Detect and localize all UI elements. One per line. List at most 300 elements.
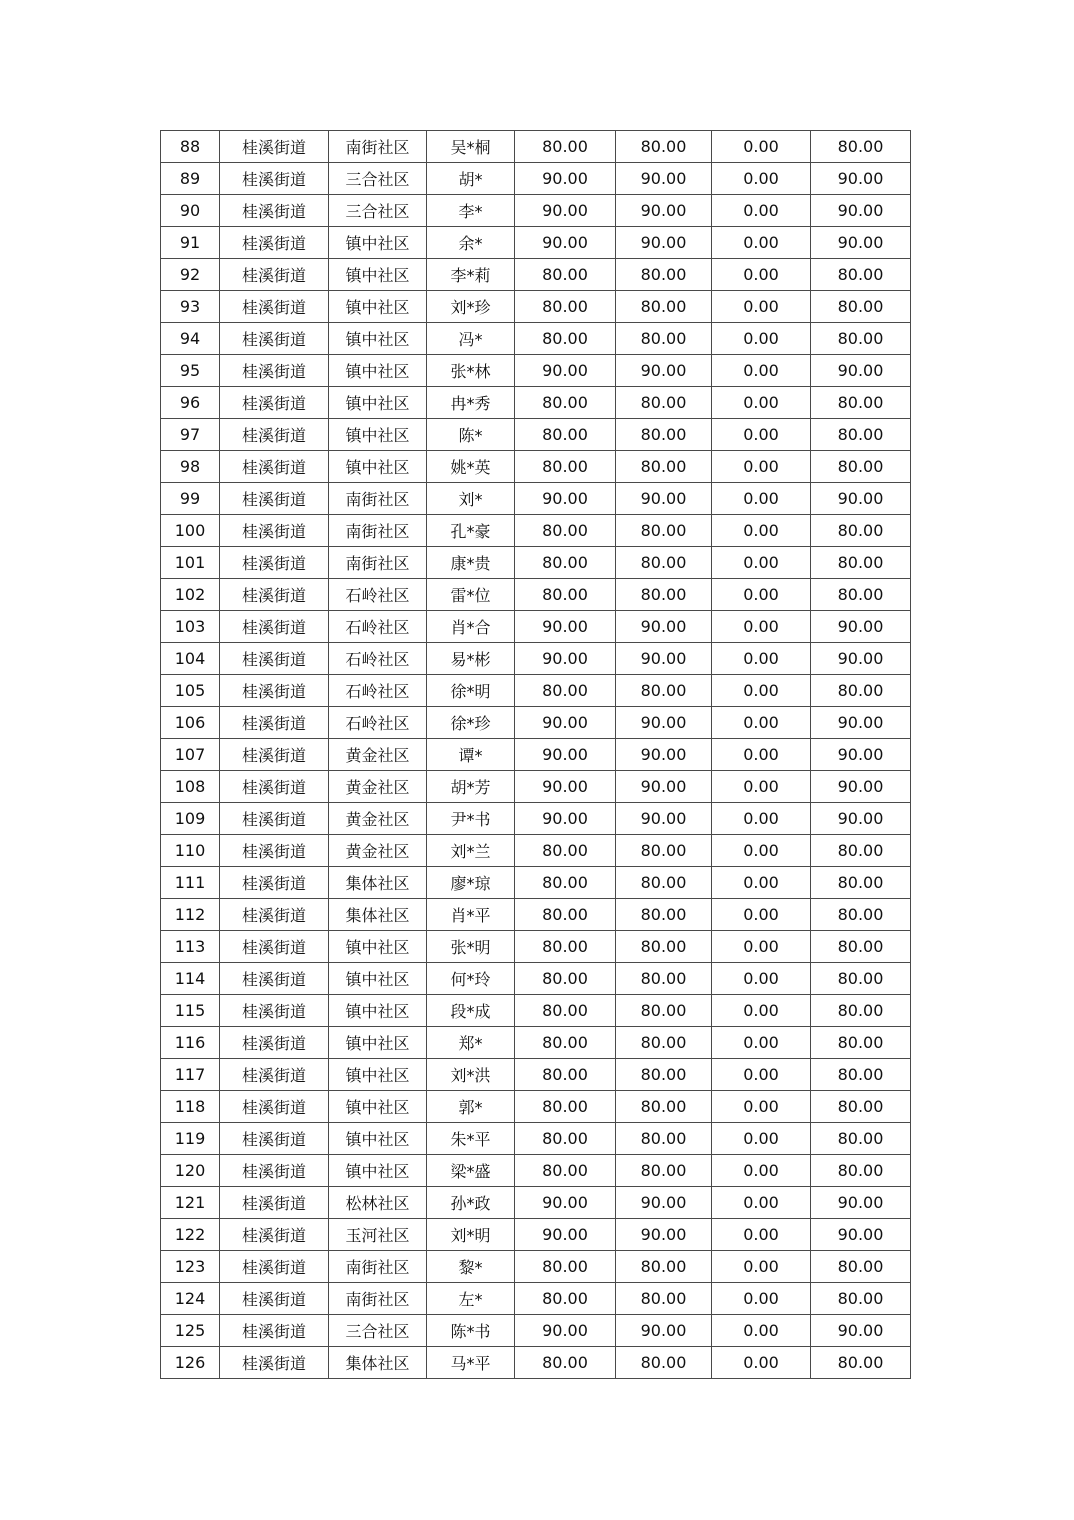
- community-cell: 镇中社区: [329, 291, 427, 323]
- community-cell: 南街社区: [329, 1283, 427, 1315]
- amount-cell: 80.00: [616, 419, 712, 451]
- row-number-cell: 91: [161, 227, 220, 259]
- table-row: [161, 963, 911, 995]
- street-cell: 桂溪街道: [220, 259, 329, 291]
- amount-cell: 80.00: [811, 131, 911, 163]
- amount-cell: 80.00: [515, 1027, 616, 1059]
- table-row: [161, 419, 911, 451]
- amount-cell: 80.00: [616, 579, 712, 611]
- community-cell: 集体社区: [329, 867, 427, 899]
- community-cell: 石岭社区: [329, 675, 427, 707]
- amount-cell: 80.00: [515, 259, 616, 291]
- row-number-cell: 121: [161, 1187, 220, 1219]
- community-cell: 镇中社区: [329, 995, 427, 1027]
- amount-cell: 0.00: [712, 867, 811, 899]
- amount-cell: 80.00: [811, 451, 911, 483]
- amount-cell: 80.00: [616, 867, 712, 899]
- table-row: [161, 1091, 911, 1123]
- row-number-cell: 107: [161, 739, 220, 771]
- amount-cell: 80.00: [616, 1091, 712, 1123]
- table-row: [161, 1187, 911, 1219]
- community-cell: 集体社区: [329, 1347, 427, 1379]
- amount-cell: 90.00: [616, 771, 712, 803]
- amount-cell: 0.00: [712, 1091, 811, 1123]
- amount-cell: 80.00: [811, 1155, 911, 1187]
- amount-cell: 80.00: [616, 515, 712, 547]
- amount-cell: 80.00: [515, 931, 616, 963]
- street-cell: 桂溪街道: [220, 1251, 329, 1283]
- row-number-cell: 89: [161, 163, 220, 195]
- street-cell: 桂溪街道: [220, 1283, 329, 1315]
- street-cell: 桂溪街道: [220, 483, 329, 515]
- street-cell: 桂溪街道: [220, 1091, 329, 1123]
- name-cell: 梁*盛: [427, 1155, 515, 1187]
- amount-cell: 90.00: [811, 1219, 911, 1251]
- row-number-cell: 98: [161, 451, 220, 483]
- row-number-cell: 117: [161, 1059, 220, 1091]
- amount-cell: 0.00: [712, 515, 811, 547]
- name-cell: 刘*明: [427, 1219, 515, 1251]
- name-cell: 孙*政: [427, 1187, 515, 1219]
- community-cell: 镇中社区: [329, 1155, 427, 1187]
- community-cell: 镇中社区: [329, 227, 427, 259]
- street-cell: 桂溪街道: [220, 419, 329, 451]
- community-cell: 南街社区: [329, 1251, 427, 1283]
- community-cell: 黄金社区: [329, 739, 427, 771]
- amount-cell: 90.00: [515, 1219, 616, 1251]
- amount-cell: 0.00: [712, 1219, 811, 1251]
- amount-cell: 80.00: [811, 1347, 911, 1379]
- amount-cell: 0.00: [712, 419, 811, 451]
- community-cell: 玉河社区: [329, 1219, 427, 1251]
- row-number-cell: 88: [161, 131, 220, 163]
- amount-cell: 80.00: [515, 867, 616, 899]
- street-cell: 桂溪街道: [220, 771, 329, 803]
- amount-cell: 0.00: [712, 1347, 811, 1379]
- table-row: [161, 1219, 911, 1251]
- amount-cell: 80.00: [515, 131, 616, 163]
- street-cell: 桂溪街道: [220, 611, 329, 643]
- row-number-cell: 92: [161, 259, 220, 291]
- amount-cell: 90.00: [811, 355, 911, 387]
- name-cell: 郑*: [427, 1027, 515, 1059]
- amount-cell: 80.00: [616, 387, 712, 419]
- community-cell: 松林社区: [329, 1187, 427, 1219]
- amount-cell: 80.00: [515, 547, 616, 579]
- amount-cell: 80.00: [811, 579, 911, 611]
- street-cell: 桂溪街道: [220, 515, 329, 547]
- table-row: [161, 451, 911, 483]
- street-cell: 桂溪街道: [220, 547, 329, 579]
- name-cell: 肖*平: [427, 899, 515, 931]
- name-cell: 尹*书: [427, 803, 515, 835]
- name-cell: 冉*秀: [427, 387, 515, 419]
- table-row: [161, 547, 911, 579]
- community-cell: 南街社区: [329, 547, 427, 579]
- row-number-cell: 111: [161, 867, 220, 899]
- row-number-cell: 120: [161, 1155, 220, 1187]
- amount-cell: 80.00: [616, 899, 712, 931]
- amount-cell: 0.00: [712, 131, 811, 163]
- amount-cell: 80.00: [811, 323, 911, 355]
- row-number-cell: 109: [161, 803, 220, 835]
- community-cell: 集体社区: [329, 899, 427, 931]
- amount-cell: 80.00: [616, 451, 712, 483]
- community-cell: 黄金社区: [329, 771, 427, 803]
- amount-cell: 80.00: [515, 1347, 616, 1379]
- name-cell: 张*林: [427, 355, 515, 387]
- amount-cell: 80.00: [811, 1283, 911, 1315]
- community-cell: 镇中社区: [329, 323, 427, 355]
- amount-cell: 80.00: [616, 931, 712, 963]
- street-cell: 桂溪街道: [220, 1155, 329, 1187]
- row-number-cell: 124: [161, 1283, 220, 1315]
- amount-cell: 90.00: [811, 771, 911, 803]
- community-cell: 三合社区: [329, 1315, 427, 1347]
- row-number-cell: 122: [161, 1219, 220, 1251]
- table-row: [161, 867, 911, 899]
- amount-cell: 90.00: [515, 195, 616, 227]
- amount-cell: 80.00: [811, 1059, 911, 1091]
- row-number-cell: 94: [161, 323, 220, 355]
- amount-cell: 90.00: [811, 195, 911, 227]
- amount-cell: 80.00: [811, 1123, 911, 1155]
- amount-cell: 80.00: [515, 323, 616, 355]
- street-cell: 桂溪街道: [220, 163, 329, 195]
- name-cell: 姚*英: [427, 451, 515, 483]
- community-cell: 镇中社区: [329, 387, 427, 419]
- amount-cell: 90.00: [616, 803, 712, 835]
- street-cell: 桂溪街道: [220, 291, 329, 323]
- name-cell: 康*贵: [427, 547, 515, 579]
- amount-cell: 80.00: [515, 995, 616, 1027]
- community-cell: 镇中社区: [329, 259, 427, 291]
- community-cell: 黄金社区: [329, 803, 427, 835]
- amount-cell: 90.00: [616, 163, 712, 195]
- amount-cell: 80.00: [811, 1091, 911, 1123]
- amount-cell: 90.00: [811, 1187, 911, 1219]
- name-cell: 李*: [427, 195, 515, 227]
- amount-cell: 80.00: [616, 995, 712, 1027]
- name-cell: 谭*: [427, 739, 515, 771]
- amount-cell: 90.00: [616, 1219, 712, 1251]
- amount-cell: 0.00: [712, 1187, 811, 1219]
- amount-cell: 80.00: [811, 931, 911, 963]
- table-row: [161, 579, 911, 611]
- amount-cell: 80.00: [616, 1027, 712, 1059]
- community-cell: 镇中社区: [329, 963, 427, 995]
- community-cell: 黄金社区: [329, 835, 427, 867]
- amount-cell: 80.00: [811, 291, 911, 323]
- name-cell: 冯*: [427, 323, 515, 355]
- amount-cell: 80.00: [515, 387, 616, 419]
- amount-cell: 80.00: [515, 451, 616, 483]
- street-cell: 桂溪街道: [220, 867, 329, 899]
- amount-cell: 0.00: [712, 163, 811, 195]
- amount-cell: 0.00: [712, 579, 811, 611]
- community-cell: 石岭社区: [329, 579, 427, 611]
- amount-cell: 90.00: [616, 195, 712, 227]
- amount-cell: 0.00: [712, 259, 811, 291]
- street-cell: 桂溪街道: [220, 899, 329, 931]
- amount-cell: 0.00: [712, 291, 811, 323]
- table-row: [161, 675, 911, 707]
- street-cell: 桂溪街道: [220, 451, 329, 483]
- row-number-cell: 126: [161, 1347, 220, 1379]
- amount-cell: 90.00: [616, 1315, 712, 1347]
- community-cell: 镇中社区: [329, 931, 427, 963]
- amount-cell: 90.00: [515, 707, 616, 739]
- amount-cell: 0.00: [712, 195, 811, 227]
- table-row: [161, 259, 911, 291]
- community-cell: 镇中社区: [329, 1123, 427, 1155]
- amount-cell: 90.00: [515, 643, 616, 675]
- community-cell: 三合社区: [329, 163, 427, 195]
- row-number-cell: 103: [161, 611, 220, 643]
- table-row: [161, 1059, 911, 1091]
- table-row: [161, 291, 911, 323]
- street-cell: 桂溪街道: [220, 931, 329, 963]
- street-cell: 桂溪街道: [220, 1123, 329, 1155]
- amount-cell: 90.00: [515, 483, 616, 515]
- street-cell: 桂溪街道: [220, 995, 329, 1027]
- amount-cell: 90.00: [515, 1187, 616, 1219]
- row-number-cell: 112: [161, 899, 220, 931]
- community-cell: 镇中社区: [329, 1059, 427, 1091]
- table-row: [161, 355, 911, 387]
- table-row: [161, 643, 911, 675]
- amount-cell: 80.00: [811, 1027, 911, 1059]
- name-cell: 孔*豪: [427, 515, 515, 547]
- street-cell: 桂溪街道: [220, 1059, 329, 1091]
- amount-cell: 90.00: [616, 483, 712, 515]
- community-cell: 镇中社区: [329, 1027, 427, 1059]
- table-row: [161, 1123, 911, 1155]
- amount-cell: 80.00: [515, 1251, 616, 1283]
- name-cell: 廖*琼: [427, 867, 515, 899]
- name-cell: 朱*平: [427, 1123, 515, 1155]
- amount-cell: 90.00: [811, 1315, 911, 1347]
- community-cell: 镇中社区: [329, 419, 427, 451]
- name-cell: 何*玲: [427, 963, 515, 995]
- name-cell: 徐*珍: [427, 707, 515, 739]
- table-row: [161, 387, 911, 419]
- name-cell: 易*彬: [427, 643, 515, 675]
- name-cell: 雷*位: [427, 579, 515, 611]
- name-cell: 肖*合: [427, 611, 515, 643]
- street-cell: 桂溪街道: [220, 707, 329, 739]
- amount-cell: 90.00: [811, 227, 911, 259]
- table-row: [161, 1155, 911, 1187]
- amount-cell: 0.00: [712, 387, 811, 419]
- amount-cell: 80.00: [515, 1283, 616, 1315]
- amount-cell: 90.00: [811, 643, 911, 675]
- name-cell: 刘*: [427, 483, 515, 515]
- amount-cell: 80.00: [515, 675, 616, 707]
- row-number-cell: 108: [161, 771, 220, 803]
- amount-cell: 0.00: [712, 835, 811, 867]
- street-cell: 桂溪街道: [220, 675, 329, 707]
- table-row: [161, 771, 911, 803]
- amount-cell: 80.00: [616, 291, 712, 323]
- name-cell: 黎*: [427, 1251, 515, 1283]
- street-cell: 桂溪街道: [220, 1315, 329, 1347]
- amount-cell: 90.00: [811, 611, 911, 643]
- table-row: [161, 227, 911, 259]
- community-cell: 镇中社区: [329, 1091, 427, 1123]
- amount-cell: 80.00: [811, 419, 911, 451]
- amount-cell: 90.00: [515, 771, 616, 803]
- amount-cell: 80.00: [616, 675, 712, 707]
- amount-cell: 90.00: [811, 483, 911, 515]
- amount-cell: 80.00: [616, 963, 712, 995]
- name-cell: 郭*: [427, 1091, 515, 1123]
- amount-cell: 80.00: [616, 1155, 712, 1187]
- table-row: [161, 611, 911, 643]
- table-body: [161, 131, 911, 1379]
- name-cell: 陈*: [427, 419, 515, 451]
- amount-cell: 0.00: [712, 1155, 811, 1187]
- amount-cell: 90.00: [811, 163, 911, 195]
- amount-cell: 90.00: [515, 739, 616, 771]
- table-row: [161, 899, 911, 931]
- amount-cell: 80.00: [515, 291, 616, 323]
- amount-cell: 0.00: [712, 1059, 811, 1091]
- row-number-cell: 100: [161, 515, 220, 547]
- name-cell: 胡*: [427, 163, 515, 195]
- row-number-cell: 106: [161, 707, 220, 739]
- row-number-cell: 104: [161, 643, 220, 675]
- table-row: [161, 803, 911, 835]
- amount-cell: 80.00: [515, 419, 616, 451]
- data-table: [160, 130, 911, 1379]
- amount-cell: 80.00: [616, 1123, 712, 1155]
- name-cell: 徐*明: [427, 675, 515, 707]
- row-number-cell: 96: [161, 387, 220, 419]
- table-row: [161, 483, 911, 515]
- row-number-cell: 119: [161, 1123, 220, 1155]
- name-cell: 马*平: [427, 1347, 515, 1379]
- street-cell: 桂溪街道: [220, 739, 329, 771]
- name-cell: 刘*珍: [427, 291, 515, 323]
- amount-cell: 0.00: [712, 1283, 811, 1315]
- table-row: [161, 1027, 911, 1059]
- name-cell: 余*: [427, 227, 515, 259]
- name-cell: 张*明: [427, 931, 515, 963]
- amount-cell: 0.00: [712, 1251, 811, 1283]
- amount-cell: 80.00: [616, 1283, 712, 1315]
- amount-cell: 90.00: [616, 707, 712, 739]
- street-cell: 桂溪街道: [220, 355, 329, 387]
- amount-cell: 0.00: [712, 1027, 811, 1059]
- table-row: [161, 163, 911, 195]
- community-cell: 镇中社区: [329, 451, 427, 483]
- amount-cell: 0.00: [712, 803, 811, 835]
- amount-cell: 80.00: [811, 963, 911, 995]
- row-number-cell: 93: [161, 291, 220, 323]
- street-cell: 桂溪街道: [220, 323, 329, 355]
- street-cell: 桂溪街道: [220, 1027, 329, 1059]
- amount-cell: 0.00: [712, 931, 811, 963]
- table-row: [161, 323, 911, 355]
- street-cell: 桂溪街道: [220, 387, 329, 419]
- amount-cell: 80.00: [515, 835, 616, 867]
- table-row: [161, 931, 911, 963]
- row-number-cell: 99: [161, 483, 220, 515]
- amount-cell: 80.00: [616, 131, 712, 163]
- amount-cell: 80.00: [515, 963, 616, 995]
- row-number-cell: 110: [161, 835, 220, 867]
- community-cell: 石岭社区: [329, 707, 427, 739]
- table-row: [161, 1283, 911, 1315]
- amount-cell: 0.00: [712, 675, 811, 707]
- table-row: [161, 131, 911, 163]
- amount-cell: 0.00: [712, 995, 811, 1027]
- amount-cell: 0.00: [712, 1123, 811, 1155]
- name-cell: 吴*桐: [427, 131, 515, 163]
- community-cell: 南街社区: [329, 483, 427, 515]
- amount-cell: 80.00: [515, 1059, 616, 1091]
- amount-cell: 80.00: [811, 547, 911, 579]
- amount-cell: 90.00: [811, 739, 911, 771]
- amount-cell: 80.00: [515, 1091, 616, 1123]
- amount-cell: 90.00: [515, 227, 616, 259]
- amount-cell: 90.00: [515, 355, 616, 387]
- amount-cell: 90.00: [616, 1187, 712, 1219]
- row-number-cell: 115: [161, 995, 220, 1027]
- street-cell: 桂溪街道: [220, 1219, 329, 1251]
- amount-cell: 80.00: [811, 899, 911, 931]
- amount-cell: 80.00: [616, 835, 712, 867]
- street-cell: 桂溪街道: [220, 963, 329, 995]
- amount-cell: 80.00: [811, 515, 911, 547]
- amount-cell: 0.00: [712, 483, 811, 515]
- table-row: [161, 1347, 911, 1379]
- name-cell: 刘*洪: [427, 1059, 515, 1091]
- amount-cell: 0.00: [712, 707, 811, 739]
- name-cell: 段*成: [427, 995, 515, 1027]
- amount-cell: 80.00: [811, 387, 911, 419]
- amount-cell: 0.00: [712, 323, 811, 355]
- street-cell: 桂溪街道: [220, 643, 329, 675]
- row-number-cell: 102: [161, 579, 220, 611]
- amount-cell: 90.00: [515, 611, 616, 643]
- name-cell: 左*: [427, 1283, 515, 1315]
- amount-cell: 90.00: [515, 1315, 616, 1347]
- amount-cell: 80.00: [515, 579, 616, 611]
- amount-cell: 90.00: [616, 643, 712, 675]
- amount-cell: 0.00: [712, 643, 811, 675]
- street-cell: 桂溪街道: [220, 195, 329, 227]
- amount-cell: 90.00: [616, 355, 712, 387]
- amount-cell: 80.00: [616, 547, 712, 579]
- community-cell: 南街社区: [329, 131, 427, 163]
- amount-cell: 80.00: [811, 835, 911, 867]
- amount-cell: 80.00: [811, 675, 911, 707]
- name-cell: 胡*芳: [427, 771, 515, 803]
- amount-cell: 90.00: [811, 803, 911, 835]
- table-row: [161, 835, 911, 867]
- table-row: [161, 1251, 911, 1283]
- amount-cell: 0.00: [712, 547, 811, 579]
- community-cell: 三合社区: [329, 195, 427, 227]
- amount-cell: 80.00: [811, 995, 911, 1027]
- table-row: [161, 995, 911, 1027]
- amount-cell: 90.00: [616, 739, 712, 771]
- table-row: [161, 739, 911, 771]
- amount-cell: 0.00: [712, 899, 811, 931]
- row-number-cell: 90: [161, 195, 220, 227]
